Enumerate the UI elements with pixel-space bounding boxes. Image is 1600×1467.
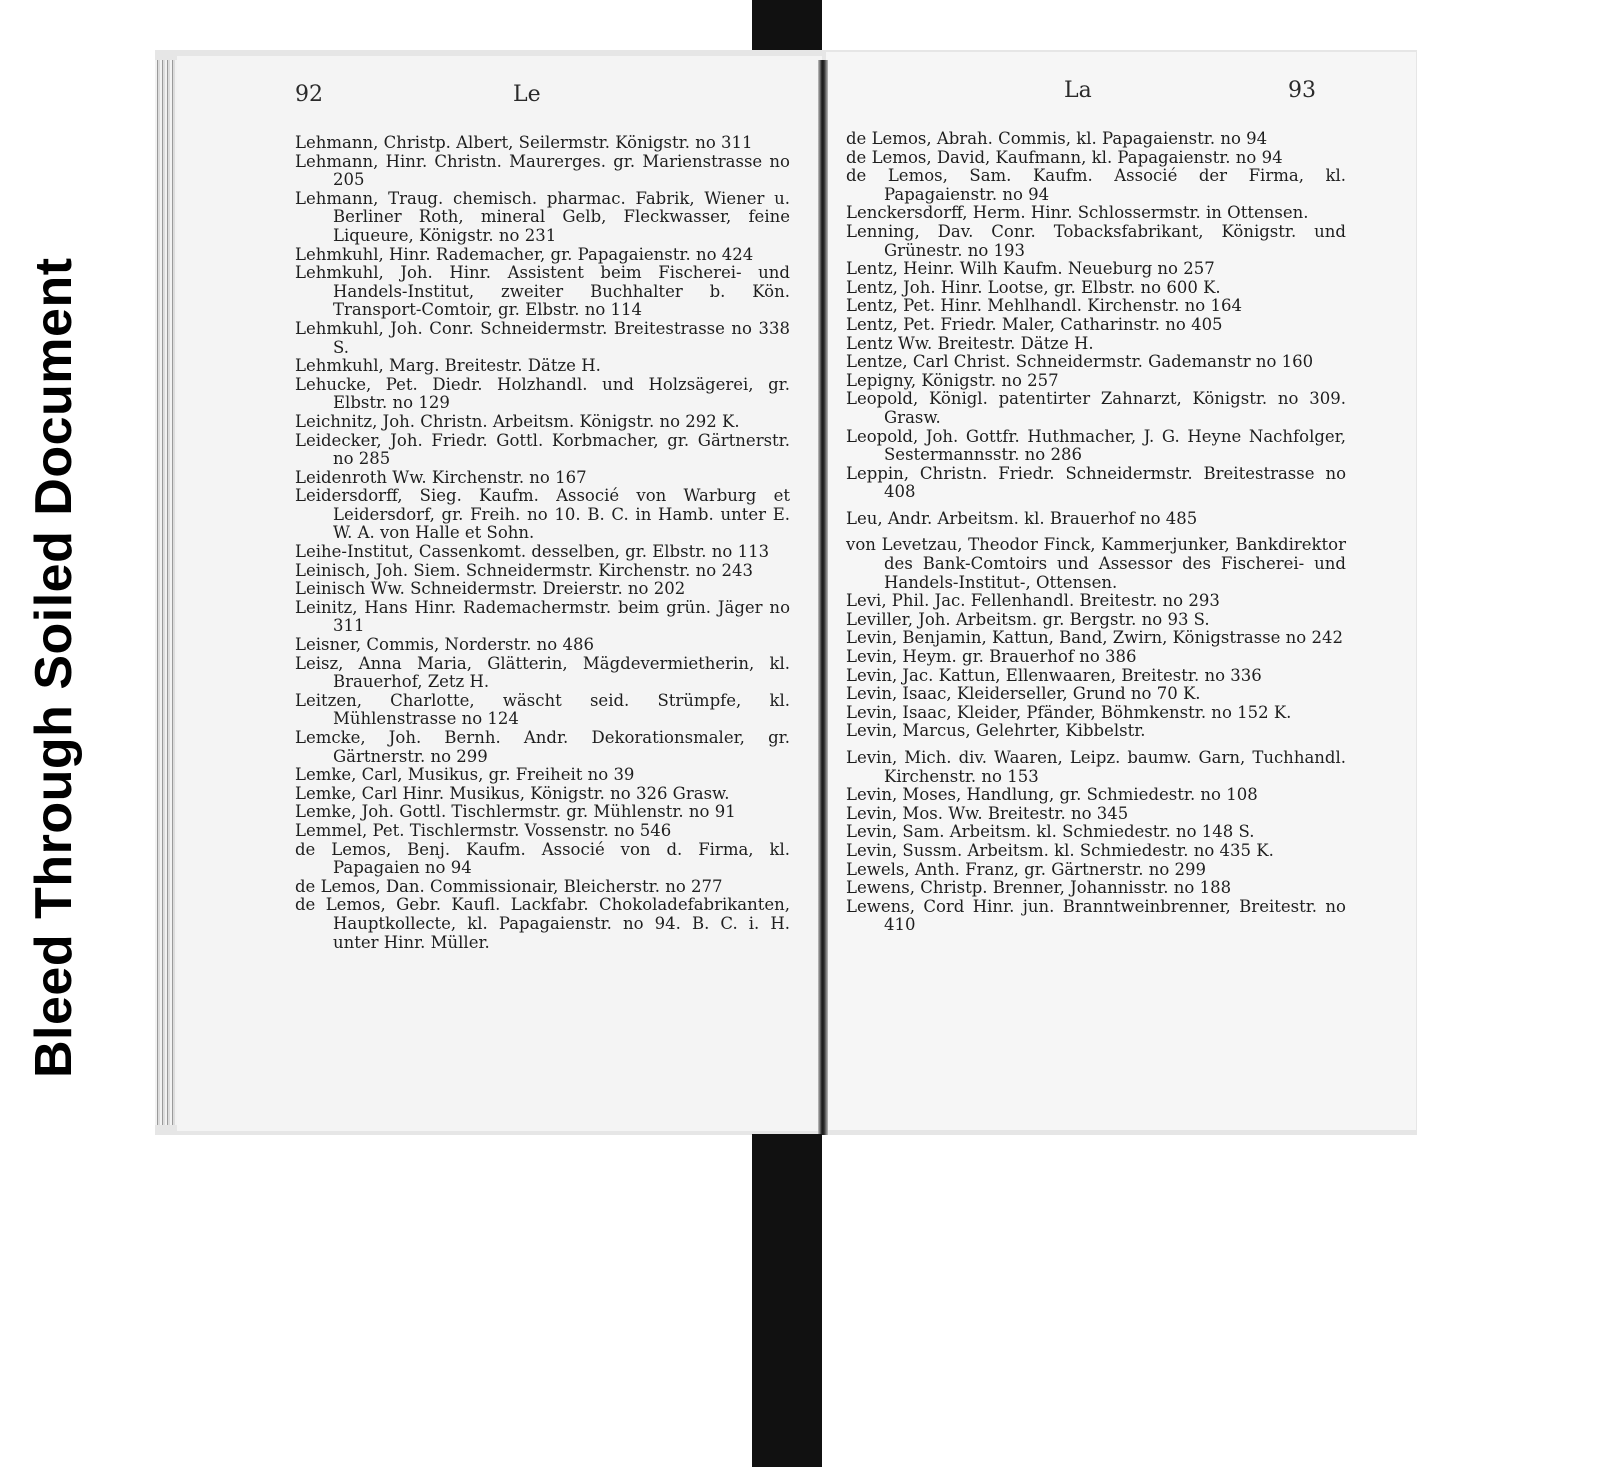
directory-entry: Levin, Mich. div. Waaren, Leipz. baumw. Garn, Tuchhandl. Kirchenstr. no 153 — [846, 748, 1346, 786]
directory-entry: Levin, Isaac, Kleider, Pfänder, Böhmkenstr. no 152 K. — [846, 702, 1292, 722]
directory-entry: Leviller, Joh. Arbeitsm. gr. Bergstr. no 93 S. — [846, 609, 1210, 629]
directory-entry: Lenckersdorff, Herm. Hinr. Schlossermstr. in Ottensen. — [846, 203, 1309, 223]
directory-entry: de Lemos, David, Kaufmann, kl. Papagaienstr. no 94 — [846, 147, 1283, 167]
directory-entry: Lehmann, Traug. chemisch. pharmac. Fabrik, Wiener u. Berliner Roth, mineral Gelb, Fleckwasser, feine Liqueure, Königstr. no 231 — [295, 188, 790, 245]
directory-entry: Lehmkuhl, Joh. Conr. Schneidermstr. Breitestrasse no 338 S. — [295, 318, 790, 357]
directory-entry: Lemcke, Joh. Bernh. Andr. Dekorationsmaler, gr. Gärtnerstr. no 299 — [295, 728, 790, 766]
directory-entry: Lehmkuhl, Marg. Breitestr. Dätze H. — [295, 356, 601, 376]
directory-entry: Lehucke, Pet. Diedr. Holzhandl. und Holzsägerei, gr. Elbstr. no 129 — [295, 374, 790, 413]
directory-entry: Lewels, Anth. Franz, gr. Gärtnerstr. no 299 — [846, 859, 1207, 879]
book-gutter — [818, 60, 828, 1135]
directory-entry: Lentz, Joh. Hinr. Lootse, gr. Elbstr. no 600 K. — [846, 277, 1221, 297]
directory-entry: Leidecker, Joh. Friedr. Gottl. Korbmacher, gr. Gärtnerstr. no 285 — [295, 430, 790, 469]
right-entry-list — [846, 130, 1346, 935]
right-page — [826, 52, 1416, 1130]
directory-entry: de Lemos, Sam. Kaufm. Associé der Firma, kl. Papagaienstr. no 94 — [846, 166, 1346, 204]
directory-entry: Leopold, Joh. Gottfr. Huthmacher, J. G. Heyne Nachfolger, Sestermannsstr. no 286 — [846, 426, 1346, 465]
directory-entry: de Lemos, Benj. Kaufm. Associé von d. Firma, kl. Papagaien no 94 — [295, 839, 790, 878]
directory-entry: Lenning, Dav. Conr. Tobacksfabrikant, Königstr. und Grünestr. no 193 — [846, 221, 1346, 260]
directory-entry: Levin, Marcus, Gelehrter, Kibbelstr. — [846, 721, 1146, 741]
directory-entry: Levin, Moses, Handlung, gr. Schmiedestr. no 108 — [846, 785, 1258, 805]
directory-entry: Leinisch, Joh. Siem. Schneidermstr. Kirchenstr. no 243 — [295, 560, 753, 580]
directory-entry: Leopold, Königl. patentirter Zahnarzt, Königstr. no 309. Grasw. — [846, 389, 1346, 427]
directory-entry: Leichnitz, Joh. Christn. Arbeitsm. Königstr. no 292 K. — [295, 411, 740, 431]
directory-entry: Leinitz, Hans Hinr. Rademachermstr. beim grün. Jäger no 311 — [295, 597, 790, 636]
directory-entry: Lemmel, Pet. Tischlermstr. Vossenstr. no 546 — [295, 820, 672, 840]
directory-entry: Lentze, Carl Christ. Schneidermstr. Gademanstr no 160 — [846, 352, 1314, 372]
clip-top-bar — [752, 0, 822, 50]
directory-entry: Lemke, Joh. Gottl. Tischlermstr. gr. Mühlenstr. no 91 — [295, 802, 736, 822]
directory-entry: Levin, Mos. Ww. Breitestr. no 345 — [846, 803, 1129, 823]
directory-entry: de Lemos, Dan. Commissionair, Bleicherstr. no 277 — [295, 876, 723, 896]
directory-entry: Lehmann, Christp. Albert, Seilermstr. Königstr. no 311 — [295, 133, 753, 152]
directory-entry: Leu, Andr. Arbeitsm. kl. Brauerhof no 485 — [846, 508, 1198, 528]
directory-entry: Leidersdorff, Sieg. Kaufm. Associé von Warburg et Leidersdorf, gr. Freih. no 10. B. C. in Hamb. unter E. W. A. von Halle et Sohn. — [295, 486, 790, 543]
directory-entry: Leppin, Christn. Friedr. Schneidermstr. Breitestrasse no 408 — [846, 463, 1346, 502]
right-page-number: 93 — [1288, 78, 1316, 103]
directory-entry: Levi, Phil. Jac. Fellenhandl. Breitestr. no 293 — [846, 591, 1220, 611]
left-page-number: 92 — [295, 82, 323, 107]
directory-entry: Leisner, Commis, Norderstr. no 486 — [295, 635, 594, 655]
directory-entry: Levin, Sussm. Arbeitsm. kl. Schmiedestr. no 435 K. — [846, 840, 1274, 860]
directory-entry: Lentz Ww. Breitestr. Dätze H. — [846, 333, 1094, 353]
directory-entry: von Levetzau, Theodor Finck, Kammerjunker, Bankdirektor des Bank-Comtoirs und Assessor des Fischerei- und Handels-Institut-, Ottensen. — [846, 535, 1346, 592]
directory-entry: Leitzen, Charlotte, wäscht seid. Strümpfe, kl. Mühlenstrasse no 124 — [295, 690, 790, 729]
directory-entry: Lemke, Carl, Musikus, gr. Freiheit no 39 — [295, 765, 635, 785]
directory-entry: Levin, Isaac, Kleiderseller, Grund no 70 K. — [846, 684, 1201, 704]
side-label-panel — [20, 60, 170, 1080]
condition-label: Bleed Through Soiled Document — [25, 257, 83, 1078]
directory-entry: Levin, Jac. Kattun, Ellenwaaren, Breitestr. no 336 — [846, 665, 1262, 685]
directory-entry: Lentz, Pet. Friedr. Maler, Catharinstr. no 405 — [846, 314, 1223, 334]
directory-entry: Levin, Benjamin, Kattun, Band, Zwirn, Königstrasse no 242 — [846, 628, 1343, 648]
directory-entry: Leinisch Ww. Schneidermstr. Dreierstr. no 202 — [295, 579, 686, 599]
directory-entry: de Lemos, Abrah. Commis, kl. Papagaienstr. no 94 — [846, 129, 1268, 148]
clip-bottom-bar — [752, 1134, 822, 1467]
directory-entry: Lentz, Heinr. Wilh Kaufm. Neueburg no 257 — [846, 259, 1215, 279]
left-entry-list — [295, 134, 790, 952]
right-page-header: La — [1064, 78, 1092, 103]
book-page-edges — [155, 60, 177, 1125]
directory-entry: de Lemos, Gebr. Kaufl. Lackfabr. Chokoladefabrikanten, Hauptkollecte, kl. Papagaienstr. no 94. B. C. i. H. unter Hinr. Müller. — [295, 895, 790, 952]
directory-entry: Lemke, Carl Hinr. Musikus, Königstr. no 326 Grasw. — [295, 783, 730, 803]
directory-entry: Lehmkuhl, Hinr. Rademacher, gr. Papagaienstr. no 424 — [295, 244, 754, 264]
directory-entry: Levin, Heym. gr. Brauerhof no 386 — [846, 647, 1137, 667]
directory-entry: Lewens, Christp. Brenner, Johannisstr. no 188 — [846, 878, 1232, 898]
directory-entry: Leisz, Anna Maria, Glätterin, Mägdevermietherin, kl. Brauerhof, Zetz H. — [295, 653, 790, 692]
directory-entry: Lehmann, Hinr. Christn. Maurerges. gr. Marienstrasse no 205 — [295, 151, 790, 190]
directory-entry: Lewens, Cord Hinr. jun. Branntweinbrenner, Breitestr. no 410 — [846, 896, 1346, 935]
directory-entry: Levin, Sam. Arbeitsm. kl. Schmiedestr. no 148 S. — [846, 822, 1255, 842]
left-page-header: Le — [513, 82, 541, 107]
left-page — [177, 56, 822, 1131]
directory-entry: Lepigny, Königstr. no 257 — [846, 370, 1059, 390]
directory-entry: Leihe-Institut, Cassenkomt. desselben, gr. Elbstr. no 113 — [295, 542, 770, 562]
directory-entry: Leidenroth Ww. Kirchenstr. no 167 — [295, 467, 587, 487]
directory-entry: Lentz, Pet. Hinr. Mehlhandl. Kirchenstr. no 164 — [846, 296, 1242, 316]
directory-entry: Lehmkuhl, Joh. Hinr. Assistent beim Fischerei- und Handels-Institut, zweiter Buchhalter b. Kön. Transport-Comtoir, gr. Elbstr. no 114 — [295, 263, 790, 320]
